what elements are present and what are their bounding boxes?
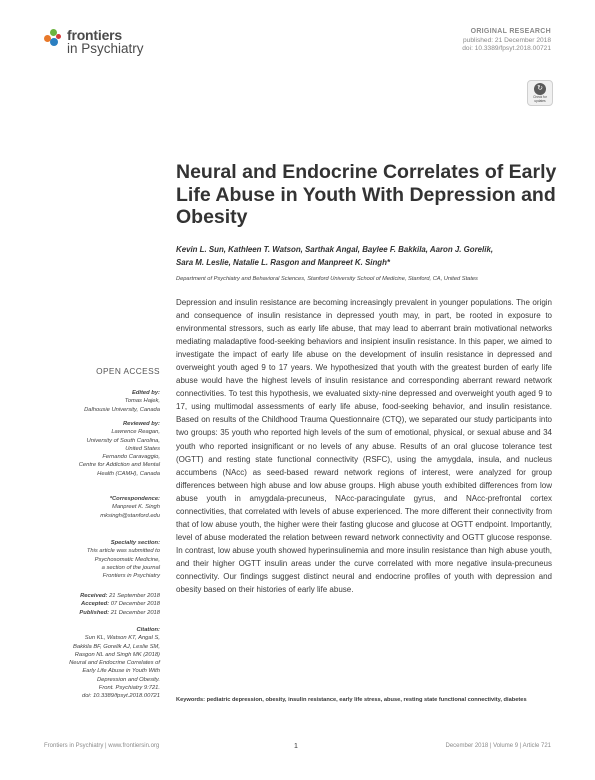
correspondence-heading: *Correspondence: [109, 496, 160, 502]
reviewer-line: United States [125, 445, 160, 452]
citation-line: Sun KL, Watson KT, Angal S, [84, 635, 160, 642]
article-header-info [462, 28, 551, 54]
reviewer-line: University of South Carolina, [86, 437, 160, 444]
received-date: 21 September 2018 [109, 593, 160, 599]
footer-volume: December 2018 | Volume 9 | Article 721 [445, 743, 551, 749]
correspondence-email[interactable]: mksingh@stanford.edu [100, 512, 160, 519]
open-access-label: OPEN ACCESS [96, 366, 160, 376]
specialty-line: a section of the journal [101, 564, 160, 571]
frontiers-logo-icon [44, 29, 62, 47]
keywords: Keywords: pediatric depression, obesity, insulin resistance, early life stress, abuse, resting state functional connectivity, diabetes [176, 697, 527, 703]
citation-line: Depression and Obesity. [96, 676, 160, 683]
specialty-line: Psychosomatic Medicine, [94, 556, 160, 563]
specialty-line: This article was submitted to [86, 548, 160, 555]
accepted-date: 07 December 2018 [110, 601, 160, 608]
check-for-updates-badge[interactable] [527, 80, 553, 106]
received-label: Received: [80, 593, 108, 599]
citation-section [10, 626, 160, 701]
editor-line: Tomas Hajek, [124, 398, 160, 405]
reviewer-line: Health (CAMH), Canada [97, 470, 160, 477]
citation-line[interactable]: doi: 10.3389/fpsyt.2018.00721 [81, 693, 160, 700]
journal-brand: frontiers [67, 27, 122, 43]
citation-heading: Citation: [136, 627, 160, 633]
reviewed-by-heading: Reviewed by: [122, 421, 160, 427]
accepted-label: Accepted: [81, 601, 110, 608]
dates-section [10, 592, 160, 617]
author-line[interactable]: Sara M. Leslie, Natalie L. Rasgon and Manpreet K. Singh* [176, 258, 390, 267]
citation-line: Bakkila BF, Gorelik AJ, Leslie SM, [73, 643, 160, 650]
article-type: ORIGINAL RESEARCH [470, 28, 551, 35]
footer-journal[interactable]: Frontiers in Psychiatry | www.frontiersin.org [44, 743, 160, 749]
published-label: Published: [79, 609, 110, 616]
published-date: published: 21 December 2018 [463, 36, 551, 44]
citation-line: Front. Psychiatry 9:721. [98, 685, 160, 692]
journal-logo[interactable] [44, 28, 144, 56]
doi[interactable]: doi: 10.3389/fpsyt.2018.00721 [462, 45, 551, 53]
specialty-heading: Specialty section: [110, 540, 160, 546]
edited-by-heading: Edited by: [131, 390, 160, 396]
specialty-line: Frontiers in Psychiatry [102, 573, 160, 580]
citation-line: Rasgon NL and Singh MK (2018) [74, 651, 160, 658]
article-title: Neural and Endocrine Correlates of Early Life Abuse in Youth With Depression and Obesity [176, 161, 557, 228]
citation-line: Early Life Abuse in Youth With [82, 668, 160, 675]
correspondence-name: Manpreet K. Singh [111, 504, 160, 511]
reviewer-line: Centre for Addiction and Mental [78, 462, 160, 469]
badge-text: Check for [533, 94, 547, 99]
author-list [176, 243, 556, 269]
published-sidebar-date: 21 December 2018 [110, 609, 160, 616]
page-number: 1 [294, 743, 298, 750]
correspondence-section [10, 495, 160, 520]
specialty-section [10, 539, 160, 580]
update-icon: ↻ [534, 83, 546, 95]
author-line[interactable]: Kevin L. Sun, Kathleen T. Watson, Sarthak Angal, Baylee F. Bakkila, Aaron J. Gorelik, [176, 245, 494, 254]
affiliation: Department of Psychiatry and Behavioral Sciences, Stanford University School of Medicine, Stanford, CA, United States [176, 276, 478, 282]
reviewer-line: Lawrence Reagan, [111, 429, 160, 436]
citation-line: Neural and Endocrine Correlates of [69, 660, 160, 667]
editor-line: Dalhousie University, Canada [84, 406, 160, 413]
abstract: Depression and insulin resistance are becoming increasingly prevalent in younger populations. The origin and consequence of insulin resistance in depressed youth may, in part, be rooted in exposure to environmental stressors, such as early life abuse, that may lead to aberrant brain motivational networks mediating maladaptive food-seeking behaviors and insipient insulin resistance. In this paper, we aimed to investigate the impact of early life abuse on the development of insulin resistance in depressed and overweight youth aged 9 to 17 years. We hypothesized that youth with the greatest burden of early life abuse would have the highest levels of insulin resistance and corresponding aberrant reward network connectivities. To test this hypothesis, we evaluated sixty-nine depressed and overweight youth aged 9 to 17, using multimodal assessments of early life abuse, food-seeking behavior, and insulin resistance. Based on results of the Childhood Trauma Questionnaire (CTQ), we separated our study participants into two groups: 35 youth who reported high levels of the sum of emotional, physical, or sexual abuse and 34 youth who reported insignificant or no levels of any abuse. Results of an oral glucose tolerance test (OGTT) and resting state functional connectivity (RSFC), using the amygdala, insula, and nucleus accumbens (NAcc) as seed-based reward network regions of interest, were analyzed for group differences between high abuse and low abuse groups. High abuse youth exhibited differences from low abuse youth in amygdala-precuneus, NAcc-paracingulate gyrus, and NAcc-prefrontal cortex connectivities, that correlated with levels of abuse experienced. The more different their connectivity from that of low abuse youth, the higher were their fasting glucose and glucose at OGTT endpoint. Importantly, level of abuse moderated the relation between reward network connectivity and OGTT glucose response. In contrast, low abuse youth showed hyperinsulinemia and more insulin resistance than high abuse youth, and their higher OGTT insulin areas under the curve correlated with more negative insula-precuneus connectivity. Our findings suggest distinct neural and endocrine profiles of youth with depression and obesity based on their histories of early life abuse. [176, 298, 552, 595]
reviewer-line: Fernando Caravaggio, [102, 454, 160, 461]
edited-by-section [10, 389, 160, 414]
reviewed-by-section [10, 420, 160, 478]
badge-text: updates [534, 98, 546, 103]
journal-name: in Psychiatry [67, 41, 144, 56]
